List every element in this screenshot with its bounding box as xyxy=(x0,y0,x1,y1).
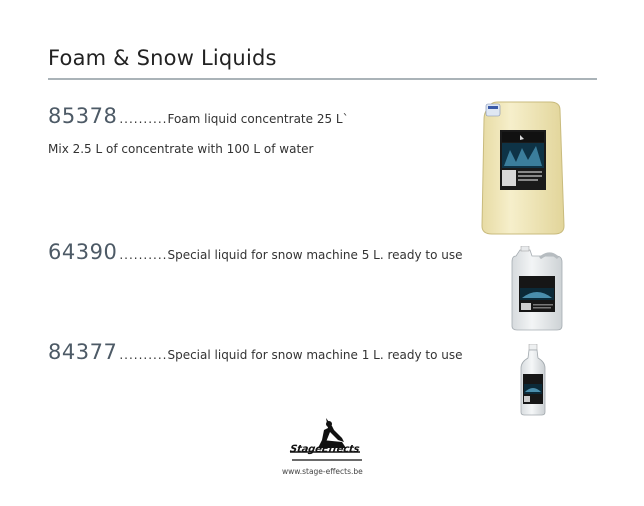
product-row-85378 xyxy=(48,104,349,128)
product-description: Special liquid for snow machine 1 L. ready to use xyxy=(167,348,463,362)
leader-dots: .......... xyxy=(119,112,168,126)
product-code: 84377 xyxy=(48,340,118,364)
product-description: Foam liquid concentrate 25 L` xyxy=(167,112,349,126)
bottle-1l-image xyxy=(518,344,548,416)
mixing-note: Mix 2.5 L of concentrate with 100 L of water xyxy=(48,142,314,156)
stage-effects-logo xyxy=(286,418,366,462)
leader-dots: .......... xyxy=(119,348,168,362)
jerrycan-25l-image xyxy=(480,100,566,236)
dancer-silhouette-icon xyxy=(286,418,366,462)
product-description: Special liquid for snow machine 5 L. ready to use xyxy=(167,248,463,262)
product-row-64390 xyxy=(48,240,463,264)
jerrycan-5l-image xyxy=(510,246,564,332)
page-title: Foam & Snow Liquids xyxy=(48,46,277,70)
website-url: www.stage-effects.be xyxy=(282,467,363,476)
leader-dots: .......... xyxy=(119,248,168,262)
product-code: 85378 xyxy=(48,104,118,128)
product-row-84377 xyxy=(48,340,463,364)
title-divider xyxy=(48,78,597,80)
logo-wordmark: StageEffects xyxy=(289,444,361,455)
product-code: 64390 xyxy=(48,240,118,264)
